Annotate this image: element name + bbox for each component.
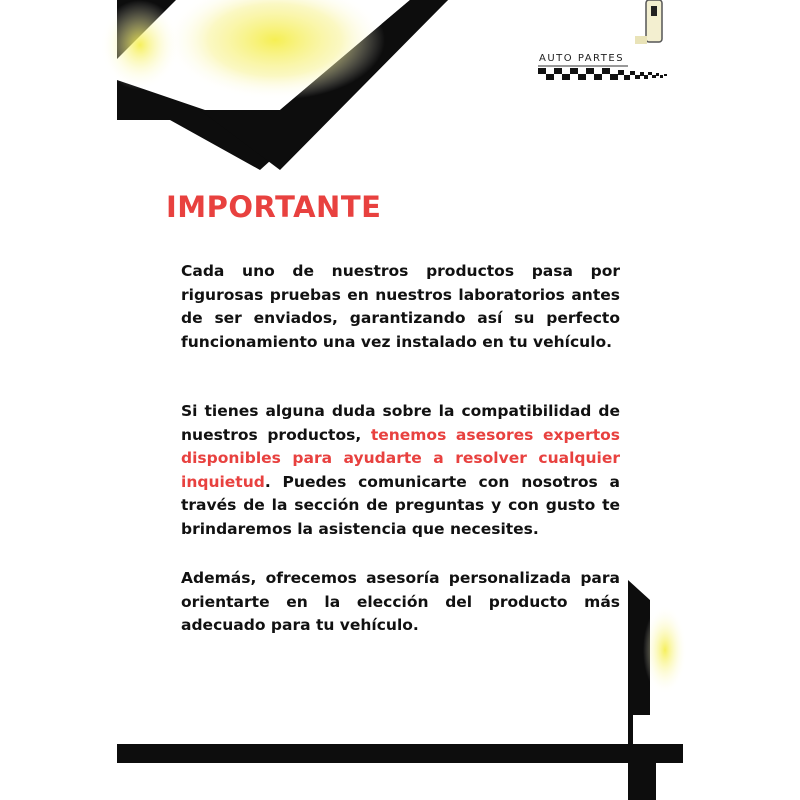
checkered-flag-icon xyxy=(538,68,667,80)
page-title: IMPORTANTE xyxy=(166,190,382,224)
logo-piston-accent xyxy=(651,6,657,16)
logo-text: AUTO PARTES xyxy=(539,53,625,64)
paragraph-support xyxy=(181,400,620,541)
logo-piston-base xyxy=(635,36,647,44)
paragraph-support-highlight: tenemos asesores expertos disponibles para ayudarte a resolver cualquier inquietud xyxy=(181,425,620,491)
right-bar-lower xyxy=(628,763,656,800)
paragraph-advice: Además, ofrecemos asesoría personalizada para orientarte en la elección del producto más adecuado para tu vehículo. xyxy=(181,569,620,634)
paragraph-quality: Cada uno de nuestros productos pasa por rigurosas pruebas en nuestros laboratorios antes de ser enviados, garantizando así su perfecto funcionamiento una vez instalado en tu vehículo. xyxy=(181,262,620,351)
top-yellow-glow-left xyxy=(100,0,180,90)
right-yellow-glow xyxy=(643,605,687,695)
auto-partes-logo xyxy=(538,0,670,84)
bottom-horizontal-bar xyxy=(117,744,683,763)
paragraph-support-intro: Si tienes alguna duda sobre la compatibilidad de nuestros productos, xyxy=(181,402,620,444)
paragraph-support-outro: . Puedes comunicarte con nosotros a través de la sección de preguntas y con gusto te brindaremos la asistencia que necesites. xyxy=(181,472,620,538)
